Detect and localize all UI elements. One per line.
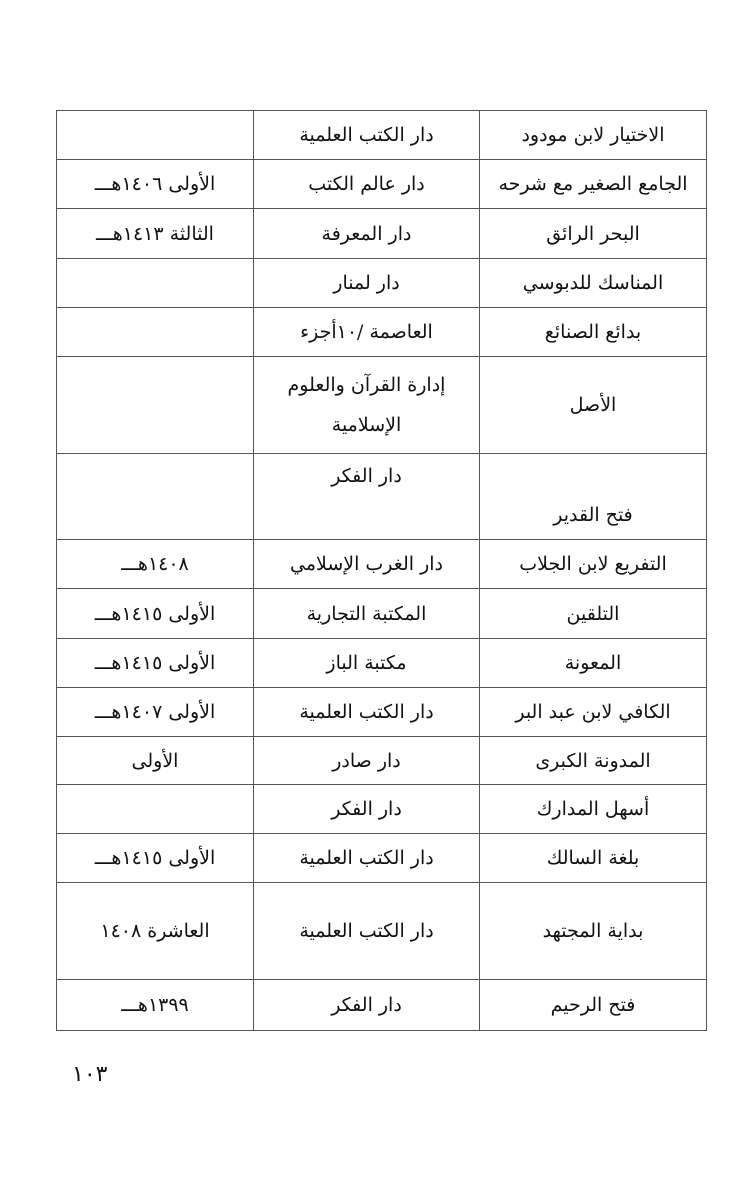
- edition-cell: الأولى: [57, 737, 254, 785]
- table-row: [57, 454, 707, 540]
- book-title-cell: المدونة الكبرى: [480, 737, 707, 785]
- table-row: [57, 980, 707, 1031]
- publisher-cell: دار الفكر: [254, 980, 480, 1031]
- table-row: [57, 834, 707, 883]
- table-row: [57, 737, 707, 785]
- table-row: [57, 111, 707, 160]
- publisher-cell: المكتبة التجارية: [254, 589, 480, 639]
- publisher-cell: دار الكتب العلمية: [254, 688, 480, 737]
- edition-cell: [57, 357, 254, 454]
- table-row: [57, 308, 707, 357]
- edition-cell: الثالثة ١٤١٣هـــ: [57, 209, 254, 259]
- edition-cell: [57, 259, 254, 308]
- edition-cell: ١٤٠٨هـــ: [57, 540, 254, 589]
- book-title-cell: فتح القدير: [480, 454, 707, 540]
- table-row: [57, 209, 707, 259]
- book-title-cell: المعونة: [480, 639, 707, 688]
- book-title-cell: المناسك للدبوسي: [480, 259, 707, 308]
- publisher-cell: دار الكتب العلمية: [254, 834, 480, 883]
- book-title-cell: بدائع الصنائع: [480, 308, 707, 357]
- table-row: [57, 160, 707, 209]
- book-title-cell: فتح الرحيم: [480, 980, 707, 1031]
- edition-cell: العاشرة ١٤٠٨: [57, 883, 254, 980]
- edition-cell: الأولى ١٤١٥هـــ: [57, 589, 254, 639]
- publisher-cell: دار الفكر: [254, 454, 480, 540]
- publisher-cell: إدارة القرآن والعلوم الإسلامية: [254, 357, 480, 454]
- publisher-cell: دار لمنار: [254, 259, 480, 308]
- book-title-cell: الجامع الصغير مع شرحه: [480, 160, 707, 209]
- edition-cell: الأولى ١٤٠٦هـــ: [57, 160, 254, 209]
- edition-cell: الأولى ١٤٠٧هـــ: [57, 688, 254, 737]
- book-title-cell: أسهل المدارك: [480, 785, 707, 834]
- publisher-cell: دار عالم الكتب: [254, 160, 480, 209]
- publisher-cell: دار الفكر: [254, 785, 480, 834]
- edition-cell: [57, 454, 254, 540]
- table-row: [57, 540, 707, 589]
- book-title-cell: الكافي لابن عبد البر: [480, 688, 707, 737]
- table-row: [57, 883, 707, 980]
- references-table: [56, 110, 707, 1031]
- publisher-cell: مكتبة الباز: [254, 639, 480, 688]
- publisher-cell: دار الكتب العلمية: [254, 111, 480, 160]
- book-title-cell: التلقين: [480, 589, 707, 639]
- publisher-cell: دار الغرب الإسلامي: [254, 540, 480, 589]
- table-row: [57, 688, 707, 737]
- table-row: [57, 785, 707, 834]
- edition-cell: [57, 785, 254, 834]
- edition-cell: [57, 111, 254, 160]
- book-title-cell: بداية المجتهد: [480, 883, 707, 980]
- page-number: ١٠٣: [72, 1062, 108, 1087]
- publisher-cell: دار الكتب العلمية: [254, 883, 480, 980]
- edition-cell: ١٣٩٩هـــ: [57, 980, 254, 1031]
- book-title-cell: التفريع لابن الجلاب: [480, 540, 707, 589]
- publisher-cell: العاصمة /١٠أجزء: [254, 308, 480, 357]
- publisher-cell: دار صادر: [254, 737, 480, 785]
- book-title-cell: الأصل: [480, 357, 707, 454]
- book-title-cell: بلغة السالك: [480, 834, 707, 883]
- book-title-cell: الاختيار لابن مودود: [480, 111, 707, 160]
- table-row: [57, 357, 707, 454]
- book-title-cell: البحر الرائق: [480, 209, 707, 259]
- table-row: [57, 639, 707, 688]
- table-row: [57, 589, 707, 639]
- edition-cell: [57, 308, 254, 357]
- edition-cell: الأولى ١٤١٥هـــ: [57, 639, 254, 688]
- publisher-cell: دار المعرفة: [254, 209, 480, 259]
- table-row: [57, 259, 707, 308]
- edition-cell: الأولى ١٤١٥هـــ: [57, 834, 254, 883]
